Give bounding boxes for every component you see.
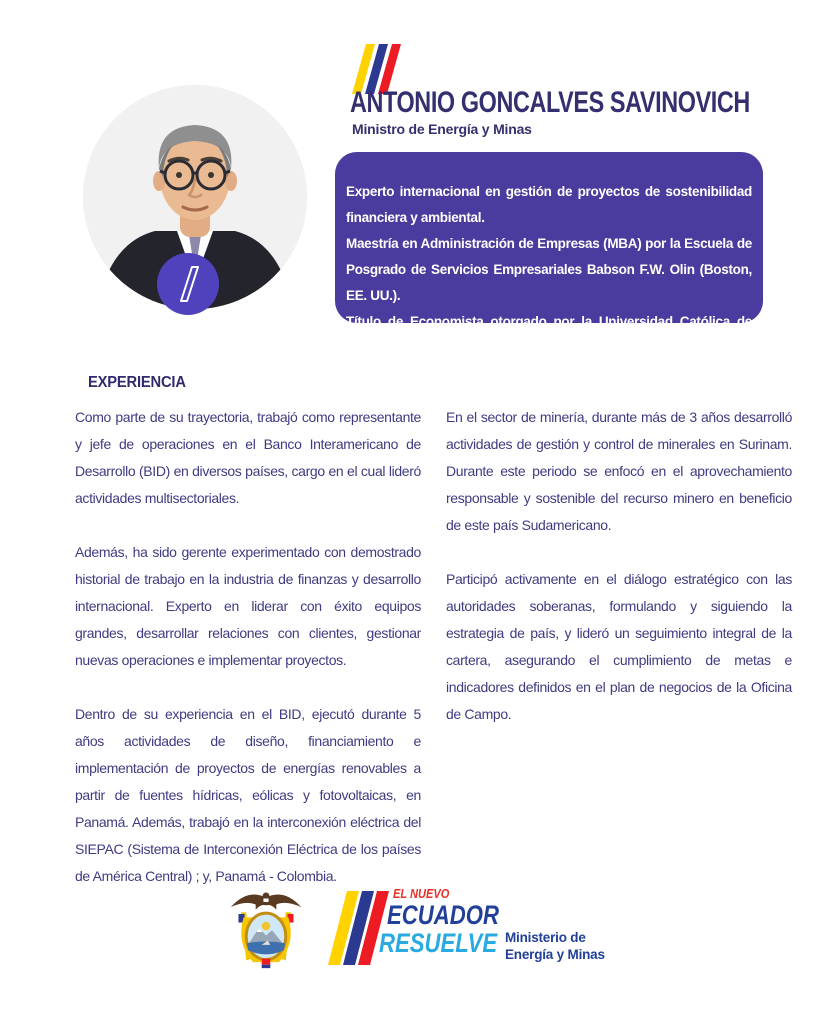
experience-paragraph: En el sector de minería, durante más de 3 años desarrolló actividades de gestión y control de minerales en Surinam. Durante este periodo se enfocó en el aprovechamiento responsable y sostenible del recurso minero en beneficio de este país Sudamericano.: [446, 409, 792, 533]
slash-icon: [171, 264, 205, 304]
experience-paragraph: Además, ha sido gerente experimentado con demostrado historial de trabajo en la industria de finanzas y desarrollo internacional. Experto en liderar con éxito equipos grandes, desarrollar relaciones con clientes, gestionar nuevas operaciones e implementar proyectos.: [75, 544, 421, 668]
bio-paragraph-1: Experto internacional en gestión de proyectos de sostenibilidad financiera y ambiental.: [346, 184, 752, 225]
bio-card: [335, 152, 763, 355]
ecuador-coat-of-arms-icon: [227, 883, 305, 969]
bio-paragraph-2: Maestría en Administración de Empresas (MBA) por la Escuela de Posgrado de Servicios Empresariales Babson F.W. Olin (Boston, EE. UU.).: [346, 236, 752, 303]
experience-heading: EXPERIENCIA: [88, 374, 186, 391]
ministry-line-1: Ministerio de: [505, 930, 586, 945]
experience-left-column: [75, 404, 421, 917]
brand-logo: [379, 886, 524, 958]
experience-paragraph: Participó activamente en el diálogo estratégico con las autoridades soberanas, formulando y siguiendo la estrategia de país, y lideró un seguimiento integral de la cartera, asegurando el cumplimiento de metas e indicadores definidos en el plan de negocios de la Oficina de Campo.: [446, 571, 792, 722]
brand-line-el-nuevo: EL NUEVO: [393, 886, 450, 901]
bio-paragraph-3: Título de Economista otorgado por la Universidad Católica de Guayaquil.: [346, 314, 752, 355]
minister-role: Ministro de Energía y Minas: [352, 121, 532, 137]
experience-right-column: [446, 404, 792, 755]
ministry-line-2: Energía y Minas: [505, 947, 605, 962]
brand-line-ecuador: ECUADOR: [387, 900, 499, 930]
experience-paragraph: Como parte de su trayectoria, trabajó como representante y jefe de operaciones en el Banco Interamericano de Desarrollo (BID) en diversos países, cargo en el cual lideró actividades multisectoriales.: [75, 409, 421, 506]
minister-name: ANTONIO GONCALVES SAVINOVICH: [350, 86, 750, 119]
experience-paragraph: Dentro de su experiencia en el BID, ejecutó durante 5 años actividades de diseño, financiamiento e implementación de proyectos de energías renovables a partir de fuentes hídricas, eólicas y fotovoltaicas, en Panamá. Además, trabajó en la interconexión eléctrica del SIEPAC (Sistema de Interconexión Eléctrica de los países de América Central) ; y, Panamá - Colombia.: [75, 706, 421, 884]
portrait-badge: [157, 253, 219, 315]
brand-line-resuelve: RESUELVE: [379, 928, 498, 958]
ministry-name: [505, 929, 605, 963]
